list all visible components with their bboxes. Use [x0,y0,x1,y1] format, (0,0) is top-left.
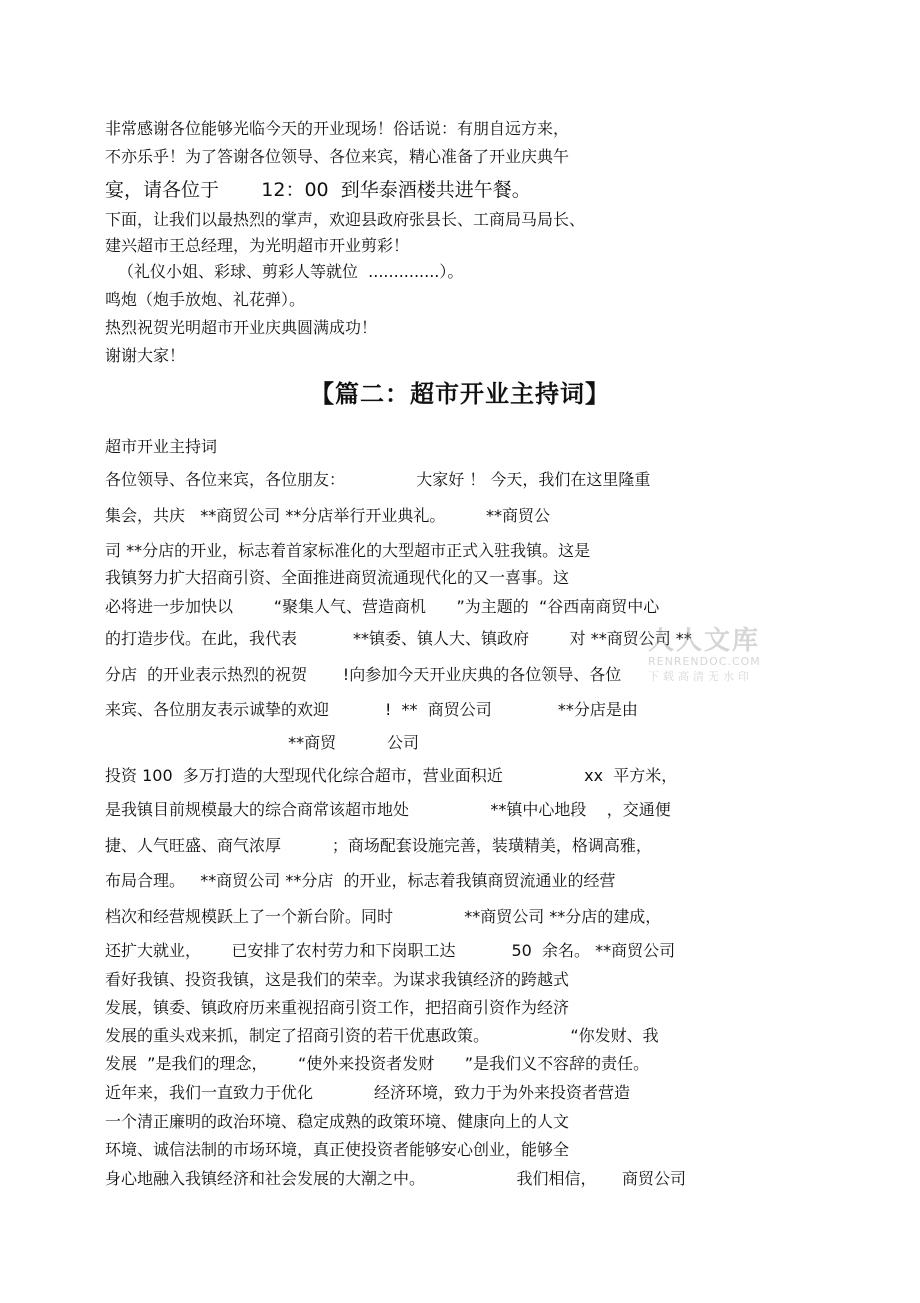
intro-line-4: 下面，让我们以最热烈的掌声，欢迎县政府张县长、工商局马局长、 [105,210,586,229]
intro-line-7: 鸣炮（炮手放炮、礼花弹）。 [105,290,306,309]
body-line-16: 看好我镇、投资我镇，这是我们的荣幸。为谋求我镇经济的跨越式 [105,970,570,989]
watermark-logo: 人人文库 [648,626,761,656]
body-line-15: 还扩大就业， 已安排了农村劳力和下岗职工达 50 余名。 **商贸公司 [105,941,676,960]
intro-line-3: 宴，请各位于 12：00 到华泰酒楼共进午餐。 [105,179,531,201]
body-line-21: 一个清正廉明的政治环境、稳定成熟的政策环境、健康向上的人文 [105,1112,570,1131]
body-line-22: 环境、诚信法制的市场环境，真正使投资者能够安心创业，能够全 [105,1140,570,1159]
body-line-13: 布局合理。 **商贸公司 **分店 的开业，标志着我镇商贸流通业的经营 [105,871,616,890]
section-heading: 【篇二：超市开业主持词】 [310,380,610,408]
body-line-6: 的打造步伐。在此，我代表 **镇委、镇人大、镇政府 对 **商贸公司 ** [105,629,692,648]
body-line-1: 各位领导、各位来宾，各位朋友： 大家好 ！ 今天，我们在这里隆重 [105,470,651,489]
intro-line-1: 非常感谢各位能够光临今天的开业现场！俗话说：有朋自远方来， [105,119,570,138]
body-line-18: 发展的重头戏来抓，制定了招商引资的若干优惠政策。 “你发财、我 [105,1026,659,1045]
watermark-tagline: 下载高清无水印 [648,670,753,683]
body-line-9: **商贸 公司 [105,733,419,752]
body-line-11: 是我镇目前规模最大的综合商常该超市地处 **镇中心地段 ，交通便 [105,800,671,819]
intro-line-5: 建兴超市王总经理，为光明超市开业剪彩！ [105,236,410,255]
body-line-20: 近年来，我们一直致力于优化 经济环境，致力于为外来投资者营造 [105,1083,631,1102]
body-line-23: 身心地融入我镇经济和社会发展的大潮之中。 我们相信， 商贸公司 [105,1169,686,1188]
intro-line-2: 不亦乐乎！为了答谢各位领导、各位来宾，精心准备了开业庆典午 [105,147,570,166]
body-line-8: 来宾、各位朋友表示诚挚的欢迎 ! ** 商贸公司 **分店是由 [105,700,638,719]
body-line-5: 必将进一步加快以 “聚集人气、营造商机 ”为主题的 “谷西南商贸中心 [105,597,660,616]
intro-line-6: （礼仪小姐、彩球、剪彩人等就位 ..............）。 [118,262,464,281]
watermark-domain: RENRENDOC.COM [648,655,761,668]
body-line-19: 发展 ”是我们的理念， “使外来投资者发财 ”是我们义不容辞的责任。 [105,1054,650,1073]
body-line-12: 捷、人气旺盛、商气浓厚 ；商场配套设施完善，装璜精美，格调高雅， [105,836,652,855]
body-line-4: 我镇努力扩大招商引资、全面推进商贸流通现代化的又一喜事。这 [105,568,570,587]
intro-line-8: 热烈祝贺光明超市开业庆典圆满成功！ [105,318,378,337]
section-subtitle: 超市开业主持词 [105,437,218,456]
body-line-10: 投资 100 多万打造的大型现代化综合超市，营业面积近 xx 平方米， [105,766,678,785]
body-line-3: 司 **分店的开业，标志着首家标准化的大型超市正式入驻我镇。这是 [105,541,591,560]
body-line-7: 分店 的开业表示热烈的祝贺 !向参加今天开业庆典的各位领导、各位 [105,665,622,684]
body-line-14: 档次和经营规模跃上了一个新台阶。同时 **商贸公司 **分店的建成， [105,907,662,926]
body-line-17: 发展，镇委、镇政府历来重视招商引资工作，把招商引资作为经济 [105,998,570,1017]
intro-line-9: 谢谢大家！ [105,346,186,365]
watermark [648,620,798,684]
body-line-2: 集会，共庆 **商贸公司 **分店举行开业典礼。 **商贸公 [105,506,551,525]
